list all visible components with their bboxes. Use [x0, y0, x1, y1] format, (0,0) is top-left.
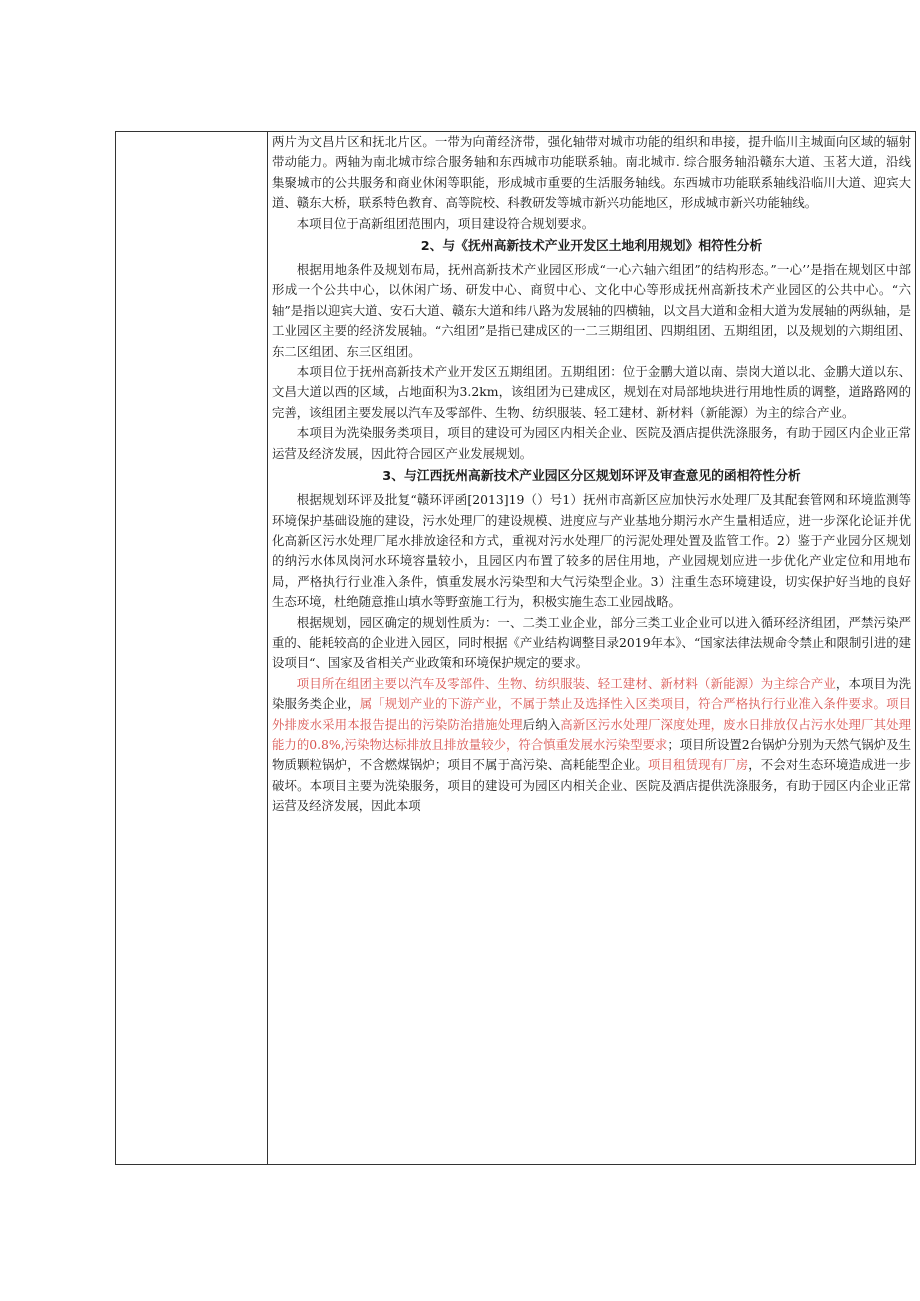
highlight-text: 项目所在组团主要以汽车及零部件、生物、纺织服装、轻工建材、新材料（新能源）为主综合产业	[296, 675, 836, 691]
left-label-column	[116, 132, 268, 1164]
body-text: 后纳入	[522, 716, 561, 732]
highlight-text: 项目租赁现有厂房	[647, 757, 749, 773]
paragraph-compliance-summary: 本项目位于高新组团范围内，项目建设符合规划要求。	[296, 215, 595, 231]
content-cell	[269, 132, 915, 817]
paragraph-project-type: 本项目为洗染服务类项目，项目的建设可为园区内相关企业、医院及酒店提供洗涤服务，有助于园区内企业正常运营及经济发展，因此符合园区产业发展规划。	[272, 425, 911, 461]
paragraph-city-structure: 两片为文昌片区和抚北片区。一带为向莆经济带，强化轴带对城市功能的组织和串接，提升临川主城面向区域的辐射带动能力。两轴为南北城市综合服务轴和东西城市功能联系轴。南北城市. 综合服务轴沿赣东大道、玉茗大道，沿线集聚城市的公共服务和商业休闲等职能，形成城市重要的生活服务轴线。东西城市功能联系轴线沿临川大道、迎宾大道、赣东大桥，联系特色教育、高等院校、科教研发等城市新兴功能地区，形成城市新兴功能轴线。	[272, 134, 911, 211]
highlight-text: 高新区污水处理厂深度处理，废水日排放仅占污水处理厂其处理能力的0.8%,污染物达标排放且排放量较少，符合慎重发展水污染型要求	[272, 716, 912, 752]
body-text: ，本项目为洗染服务类企业，	[272, 675, 912, 712]
paragraph-planning-nature: 根据规划，园区确定的规划性质为：一、二类工业企业，部分三类工业企业可以进入循环经济组团，严禁污染严重的、能耗较高的企业进入园区，同时根据《产业结构调整目录2019年本》、“国家法律法规命令禁止和限制引进的建设项目“、国家及省相关产业政策和环境保护规定的要求。	[272, 614, 911, 671]
paragraph-project-analysis	[272, 674, 911, 817]
section-heading-eia: 3、与江西抚州高新技术产业园区分区规划环评及审查意见的函相符性分析	[382, 469, 801, 485]
body-text: ，不会对生态环境造成进一步破坏。本项目主要为洗染服务，项目的建设可为园区内相关企业、医院及酒店提供洗涤服务，有助于园区内企业正常运营及经济发展，因此本项	[272, 757, 912, 814]
highlight-text: 属「规划产业的下游产业，不属于禁止及选择性入区类项目，符合严格执行行业准入条件要求。项目外排废水采用本报告提出的污染防治措施处理	[272, 696, 912, 732]
paragraph-phase-five: 本项目位于抚州高新技术产业开发区五期组团。五期组团：位于金鹏大道以南、崇岗大道以北、金鹏大道以东、文昌大道以西的区域，占地面积为3.2km，该组团为已建成区，规划在对局部地块进行用地性质的调整，道路路网的完善，该组团主要发展以汽车及零部件、生物、纺织服装、轻工建材、新材料（新能源）为主的综合产业。	[272, 364, 911, 420]
paragraph-park-structure: 根据用地条件及规划布局，抚州高新技术产业园区形成“一心六轴六组团”的结构形态。”一心’’是指在规划区中部形成一个公共中心，以休闲广场、研发中心、商贸中心、文化中心等形成抚州高新技术产业园区的公共中心。“六轴”是指以迎宾大道、安石大道、赣东大道和纬八路为发展轴的四横轴，以文昌大道和金相大道为发展轴的两纵轴，是工业园区主要的经济发展轴。“六组团”是指已建成区的一二三期组团、四期组团、五期组团，以及规划的六期组团、东二区组团、东三区组团。	[272, 262, 911, 359]
paragraph-eia-approval: 根据规划环评及批复“赣环评函[2013]19（）号1）抚州市高新区应加快污水处理厂及其配套管网和环境监测等环境保护基础设施的建设，污水处理厂的建设规模、进度应与产业基地分期污水产生量相适应，进一步深化论证并优化高新区污水处理厂尾水排放途径和方式，重视对污水处理厂的污泥处理处置及监管工作。2）鉴于产业园分区规划的纳污水体凤岗河水环境容量较小，且园区内布置了较多的居住用地，产业园规划应进一步优化产业定位和用地布局，严格执行行业准入条件，慎重发展水污染型和大气污染型企业。3）注重生态环境建设，切实保护好当地的良好生态环境，杜绝随意推山填水等野蛮施工行为，积极实施生态工业园战略。	[272, 492, 911, 610]
body-text: ；项目所设置2台锅炉分别为天然气锅炉及生物质颗粒锅炉，不含燃煤锅炉；项目不属于高污染、高耗能型企业。	[272, 736, 911, 773]
document-table	[115, 131, 916, 1165]
section-heading-land-use: 2、与《抚州高新技术产业开发区土地利用规划》相符性分析	[420, 239, 763, 255]
